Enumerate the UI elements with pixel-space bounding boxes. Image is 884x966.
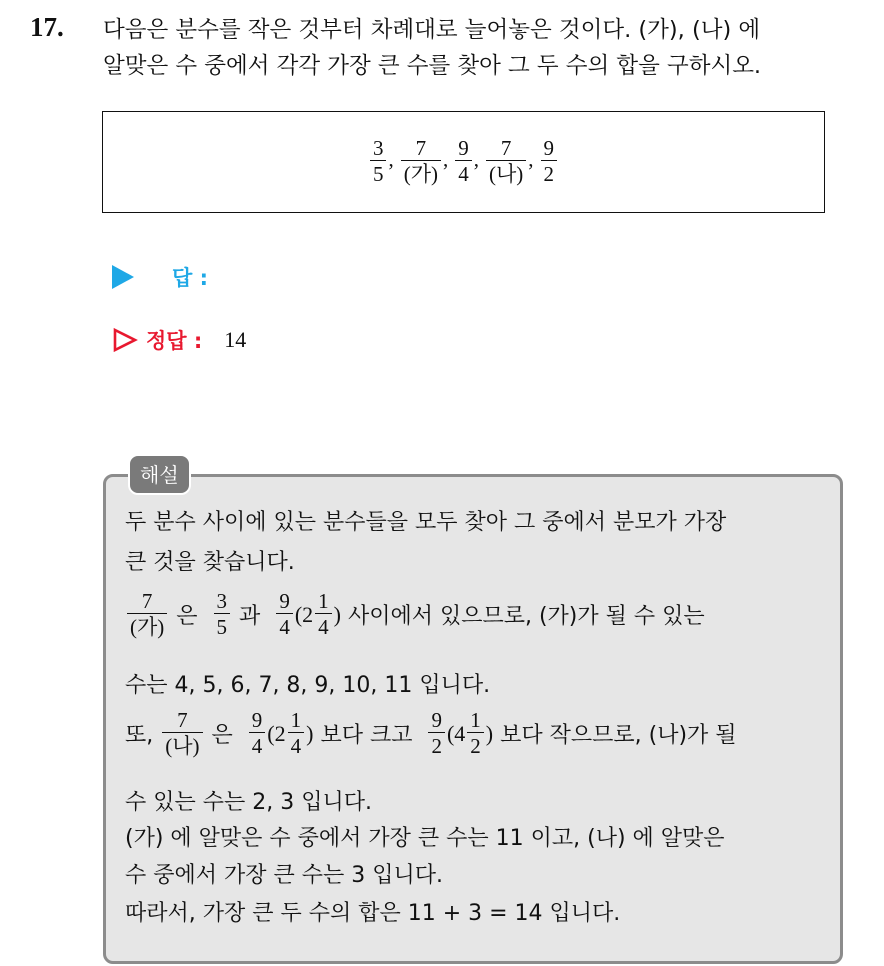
fraction — [486, 136, 526, 187]
denominator: (가) — [401, 160, 441, 187]
numerator: 7 — [177, 708, 188, 732]
whole-part: 4 — [454, 720, 466, 746]
mixed-number: ( 2 $\frac{1}{4}$ ) — [267, 708, 314, 759]
whole-part: 2 — [302, 601, 314, 627]
comma: , — [473, 146, 479, 171]
explanation-text: 은 — [176, 604, 198, 630]
numerator: 7 — [415, 136, 427, 161]
numerator: 9 — [543, 136, 555, 161]
explanation-text: 보다 작으므로, (나)가 될 — [500, 723, 737, 749]
denominator: 4 — [249, 732, 266, 759]
fraction — [214, 589, 231, 640]
explanation-line — [125, 505, 726, 536]
explanation-line — [125, 896, 620, 927]
fraction — [162, 708, 202, 759]
explanation-text: 따라서, 가장 큰 두 수의 합은 11 + 3 = 14 입니다. — [125, 901, 621, 926]
numerator: 1 — [290, 708, 302, 732]
explanation-text: 두 분수 사이에 있는 분수들을 모두 찾아 그 중에서 분모가 가장 — [125, 510, 727, 535]
fraction — [370, 136, 387, 187]
numerator: 9 — [279, 589, 290, 613]
explanation-text: 수 중에서 가장 큰 수는 3 입니다. — [125, 863, 443, 888]
numerator: 1 — [470, 708, 481, 732]
comma: , — [388, 146, 394, 171]
denominator: (가) — [127, 613, 167, 640]
denominator: 5 — [214, 613, 231, 640]
explanation-text: 사이에서 있으므로, (가)가 될 수 있는 — [347, 604, 705, 630]
explanation-text: 보다 크고 — [320, 723, 413, 749]
fraction-sequence — [368, 136, 559, 187]
explanation-line — [125, 545, 295, 576]
fraction — [455, 136, 472, 187]
explanation-line — [125, 785, 372, 816]
explanation-line — [125, 668, 490, 699]
numerator: 9 — [251, 708, 263, 732]
question-line-2: 알맞은 수 중에서 각각 가장 큰 수를 찾아 그 두 수의 합을 구하시오. — [103, 53, 762, 79]
fraction — [127, 589, 167, 640]
numerator: 9 — [458, 136, 469, 161]
denominator: 2 — [467, 732, 484, 759]
fraction-sequence-box — [102, 111, 825, 213]
denominator: 2 — [541, 160, 558, 187]
numerator: 7 — [141, 589, 153, 613]
question-text — [103, 12, 873, 84]
whole-part: 2 — [274, 720, 286, 746]
numerator: 9 — [431, 708, 442, 732]
denominator: 4 — [455, 160, 472, 187]
denominator: (나) — [162, 732, 202, 759]
explanation-text: 은 — [211, 723, 233, 749]
explanation-text: (가) 에 알맞은 수 중에서 가장 큰 수는 11 이고, (나) 에 알맞은 — [125, 826, 725, 851]
denominator: (나) — [486, 160, 526, 187]
question-line-1: 다음은 분수를 작은 것부터 차례대로 늘어놓은 것이다. (가), (나) 에 — [103, 17, 761, 43]
explanation-text: 큰 것을 찾습니다. — [125, 550, 295, 575]
denominator: 4 — [288, 732, 305, 759]
question-number: 17. — [30, 12, 64, 42]
fraction — [467, 708, 484, 759]
explanation-line — [125, 589, 705, 640]
mixed-number: ( 4 $\frac{1}{2}$ ) — [446, 708, 494, 759]
numerator: 3 — [216, 589, 228, 613]
fraction — [249, 708, 266, 759]
fraction — [276, 589, 293, 640]
explanation-text: 과 — [239, 604, 261, 630]
numerator: 1 — [318, 589, 329, 613]
correct-answer-value: 14 — [224, 327, 247, 352]
answer-row — [112, 262, 208, 292]
explanation-text: 수 있는 수는 2, 3 입니다. — [125, 790, 372, 815]
fraction — [541, 136, 558, 187]
filled-triangle-icon — [112, 265, 134, 289]
answer-label: 답 : — [172, 266, 208, 290]
explanation-text: 또, — [125, 723, 154, 749]
mixed-number: ( 2 $\frac{1}{4}$ ) — [294, 589, 341, 640]
fraction — [315, 589, 332, 640]
outline-triangle-icon — [112, 327, 138, 353]
correct-answer-row — [112, 325, 246, 355]
explanation-line — [125, 858, 443, 889]
explanation-tag: 해설 — [128, 454, 191, 495]
fraction — [288, 708, 305, 759]
denominator: 5 — [370, 160, 387, 187]
denominator: 4 — [315, 613, 332, 640]
fraction — [401, 136, 441, 187]
explanation-line — [125, 821, 725, 852]
comma: , — [528, 146, 534, 171]
denominator: 2 — [428, 732, 445, 759]
fraction — [428, 708, 445, 759]
explanation-line — [125, 708, 737, 759]
numerator: 3 — [372, 136, 384, 161]
denominator: 4 — [276, 613, 293, 640]
numerator: 7 — [500, 136, 512, 161]
comma: , — [443, 146, 449, 171]
correct-answer-label: 정답 : — [146, 329, 203, 353]
explanation-text: 수는 4, 5, 6, 7, 8, 9, 10, 11 입니다. — [125, 673, 491, 698]
